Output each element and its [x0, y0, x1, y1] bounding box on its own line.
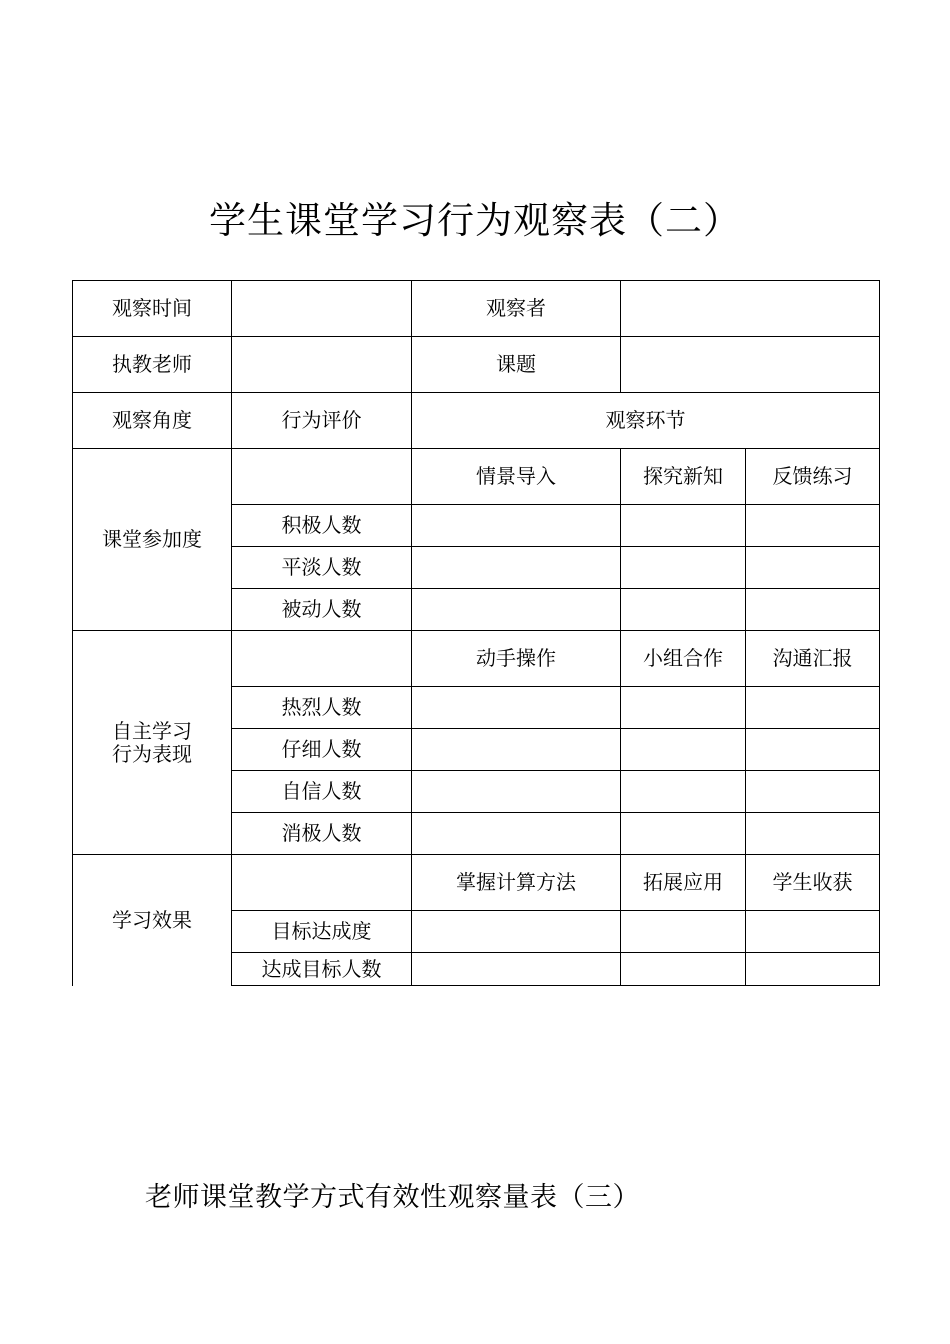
section-outcome-label: 学习效果 — [73, 855, 232, 986]
entry-cell[interactable] — [412, 589, 621, 631]
blank-cell[interactable] — [232, 855, 412, 911]
observe-time-label: 观察时间 — [73, 281, 232, 337]
segment-label: 观察环节 — [412, 393, 880, 449]
row-label: 平淡人数 — [232, 547, 412, 589]
entry-cell[interactable] — [746, 911, 880, 953]
row-label: 积极人数 — [232, 505, 412, 547]
form-title: 学生课堂学习行为观察表（二） — [209, 199, 741, 242]
section-participation-header — [73, 449, 880, 505]
entry-cell[interactable] — [412, 547, 621, 589]
observe-time-value[interactable] — [232, 281, 412, 337]
entry-cell[interactable] — [412, 813, 621, 855]
entry-cell[interactable] — [746, 547, 880, 589]
segment-header: 反馈练习 — [746, 449, 880, 505]
observer-value[interactable] — [621, 281, 880, 337]
segment-header: 沟通汇报 — [746, 631, 880, 687]
entry-cell[interactable] — [621, 505, 746, 547]
row-label: 消极人数 — [232, 813, 412, 855]
entry-cell[interactable] — [746, 589, 880, 631]
entry-cell[interactable] — [621, 589, 746, 631]
teacher-value[interactable] — [232, 337, 412, 393]
entry-cell[interactable] — [621, 547, 746, 589]
section-outcome-header — [73, 855, 880, 911]
row-label: 目标达成度 — [232, 911, 412, 953]
entry-cell[interactable] — [621, 911, 746, 953]
entry-cell[interactable] — [746, 687, 880, 729]
observer-label: 观察者 — [412, 281, 621, 337]
segment-header: 探究新知 — [621, 449, 746, 505]
topic-value[interactable] — [621, 337, 880, 393]
row-label: 仔细人数 — [232, 729, 412, 771]
row-label: 被动人数 — [232, 589, 412, 631]
segment-header: 掌握计算方法 — [412, 855, 621, 911]
entry-cell[interactable] — [621, 687, 746, 729]
evaluation-label: 行为评价 — [232, 393, 412, 449]
observation-table — [72, 280, 880, 986]
section-autonomy-label — [73, 631, 232, 855]
next-form-title: 老师课堂教学方式有效性观察量表（三） — [145, 1182, 640, 1213]
entry-cell[interactable] — [412, 911, 621, 953]
entry-cell[interactable] — [412, 771, 621, 813]
row-label: 自信人数 — [232, 771, 412, 813]
teacher-label: 执教老师 — [73, 337, 232, 393]
entry-cell[interactable] — [412, 953, 621, 986]
row-label: 达成目标人数 — [232, 953, 412, 986]
segment-header: 情景导入 — [412, 449, 621, 505]
section-autonomy-label-line2: 行为表现 — [112, 741, 192, 766]
segment-header: 动手操作 — [412, 631, 621, 687]
section-autonomy-label-line1: 自主学习 — [112, 718, 192, 743]
entry-cell[interactable] — [621, 953, 746, 986]
entry-cell[interactable] — [412, 729, 621, 771]
entry-cell[interactable] — [746, 729, 880, 771]
section-participation-label: 课堂参加度 — [73, 449, 232, 631]
header-row-teacher — [73, 337, 880, 393]
entry-cell[interactable] — [621, 729, 746, 771]
header-row-columns — [73, 393, 880, 449]
section-autonomy-header — [73, 631, 880, 687]
angle-label: 观察角度 — [73, 393, 232, 449]
segment-header: 学生收获 — [746, 855, 880, 911]
entry-cell[interactable] — [621, 771, 746, 813]
segment-header: 小组合作 — [621, 631, 746, 687]
blank-cell[interactable] — [232, 449, 412, 505]
entry-cell[interactable] — [746, 953, 880, 986]
blank-cell[interactable] — [232, 631, 412, 687]
entry-cell[interactable] — [746, 771, 880, 813]
entry-cell[interactable] — [746, 813, 880, 855]
entry-cell[interactable] — [746, 505, 880, 547]
entry-cell[interactable] — [412, 505, 621, 547]
topic-label: 课题 — [412, 337, 621, 393]
segment-header: 拓展应用 — [621, 855, 746, 911]
row-label: 热烈人数 — [232, 687, 412, 729]
header-row-time — [73, 281, 880, 337]
entry-cell[interactable] — [412, 687, 621, 729]
entry-cell[interactable] — [621, 813, 746, 855]
